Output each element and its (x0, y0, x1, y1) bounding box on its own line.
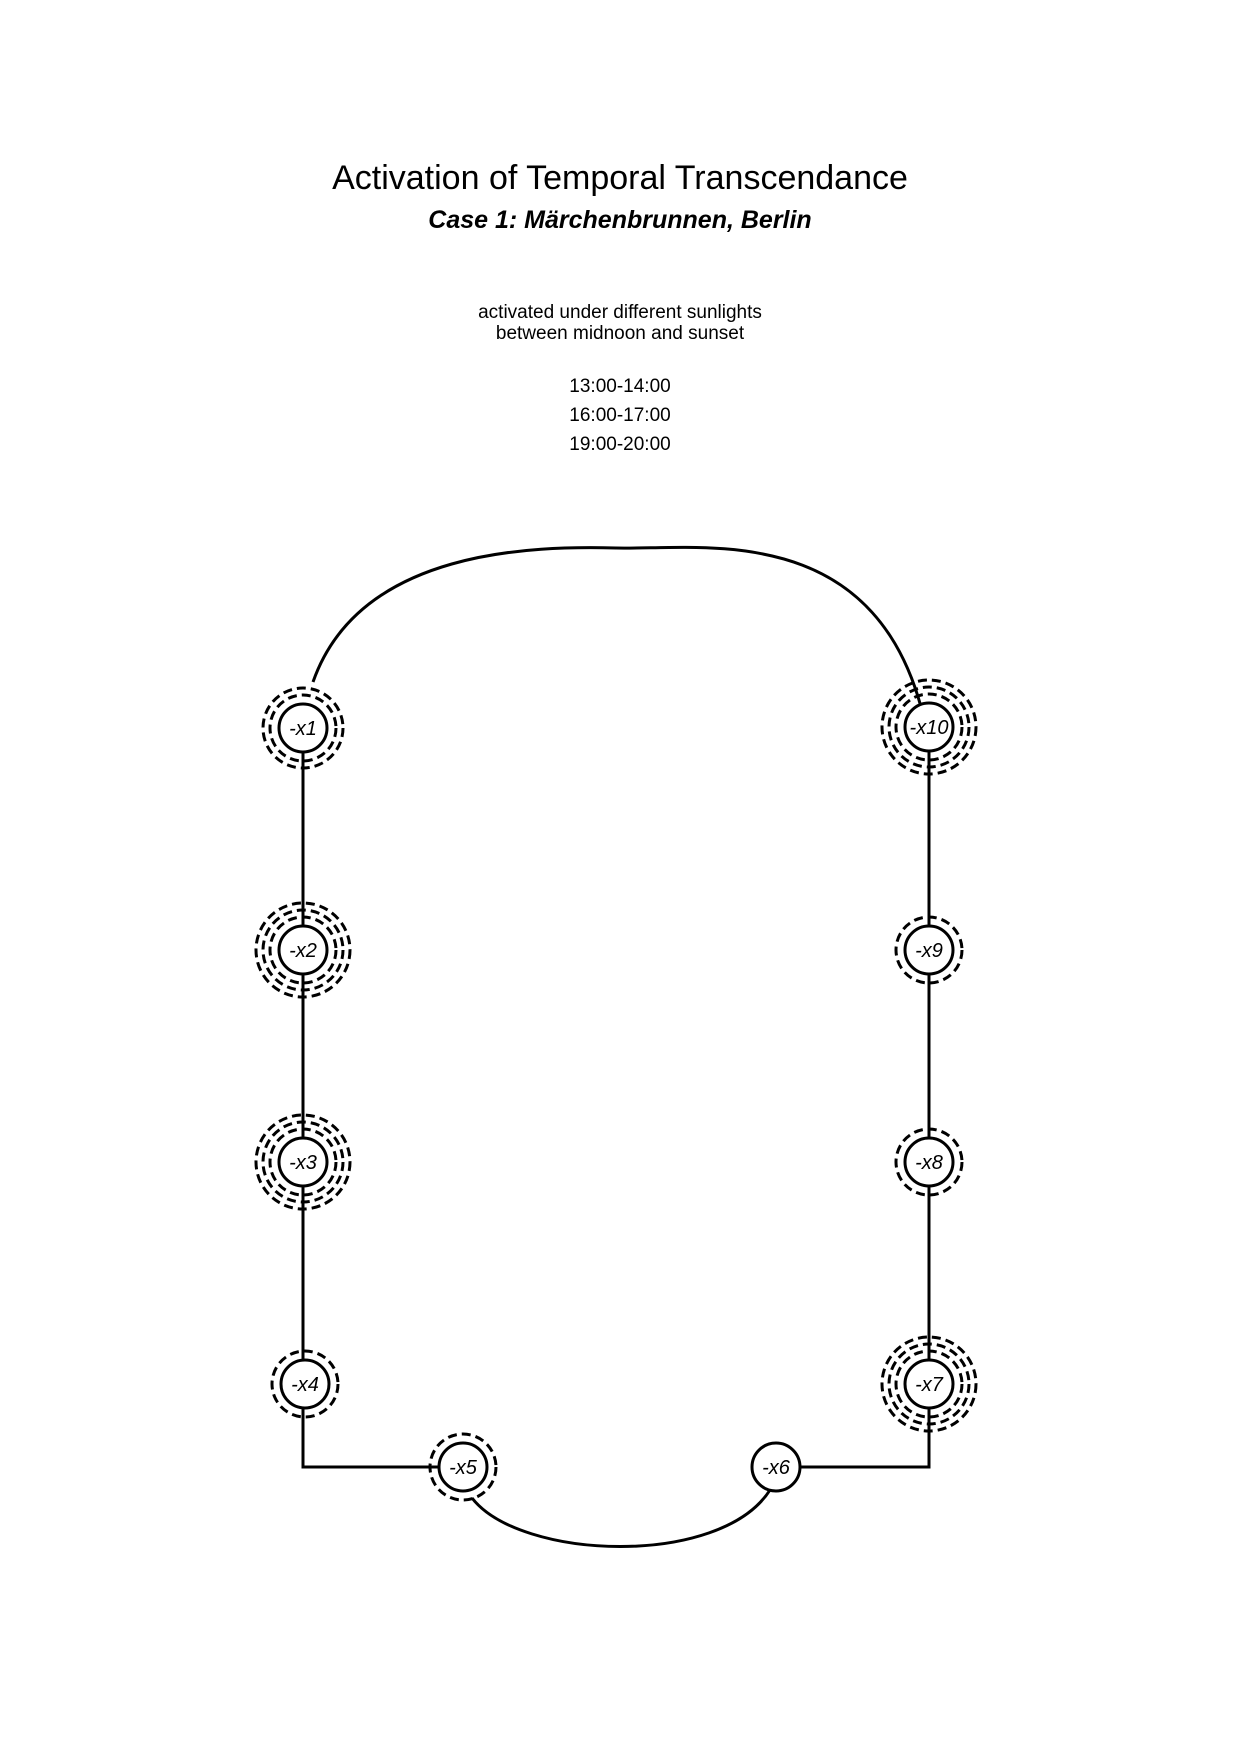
time-slot: 13:00-14:00 (569, 376, 671, 397)
node-label: -x4 (291, 1374, 319, 1396)
connector-x6-x7 (800, 1408, 929, 1467)
node-label: -x8 (915, 1152, 943, 1174)
node-label: -x5 (449, 1457, 477, 1479)
node-x8 (896, 1129, 962, 1195)
node-label: -x9 (915, 940, 943, 962)
connector-x4-x5 (303, 1408, 439, 1467)
node-layer (256, 680, 976, 1500)
node-x4 (272, 1351, 338, 1417)
connector-x10-x1 (313, 547, 921, 707)
time-slot: 19:00-20:00 (569, 434, 671, 455)
description-line: activated under different sunlights (478, 302, 762, 323)
time-slot: 16:00-17:00 (569, 405, 671, 426)
node-label: -x2 (289, 940, 317, 962)
connector-x5-x6 (472, 1490, 770, 1547)
description-line: between midnoon and sunset (495, 323, 745, 344)
node-x9 (896, 917, 962, 983)
page-title: Activation of Temporal Transcendance (332, 159, 908, 197)
node-label: -x10 (909, 717, 949, 739)
node-label: -x3 (289, 1152, 317, 1174)
node-label: -x7 (915, 1374, 943, 1396)
node-x6 (752, 1443, 800, 1491)
node-x5 (430, 1434, 496, 1500)
connection-layer (303, 547, 929, 1546)
node-label: -x6 (762, 1457, 790, 1479)
node-label: -x1 (289, 718, 317, 740)
page-subtitle: Case 1: Märchenbrunnen, Berlin (428, 206, 812, 234)
